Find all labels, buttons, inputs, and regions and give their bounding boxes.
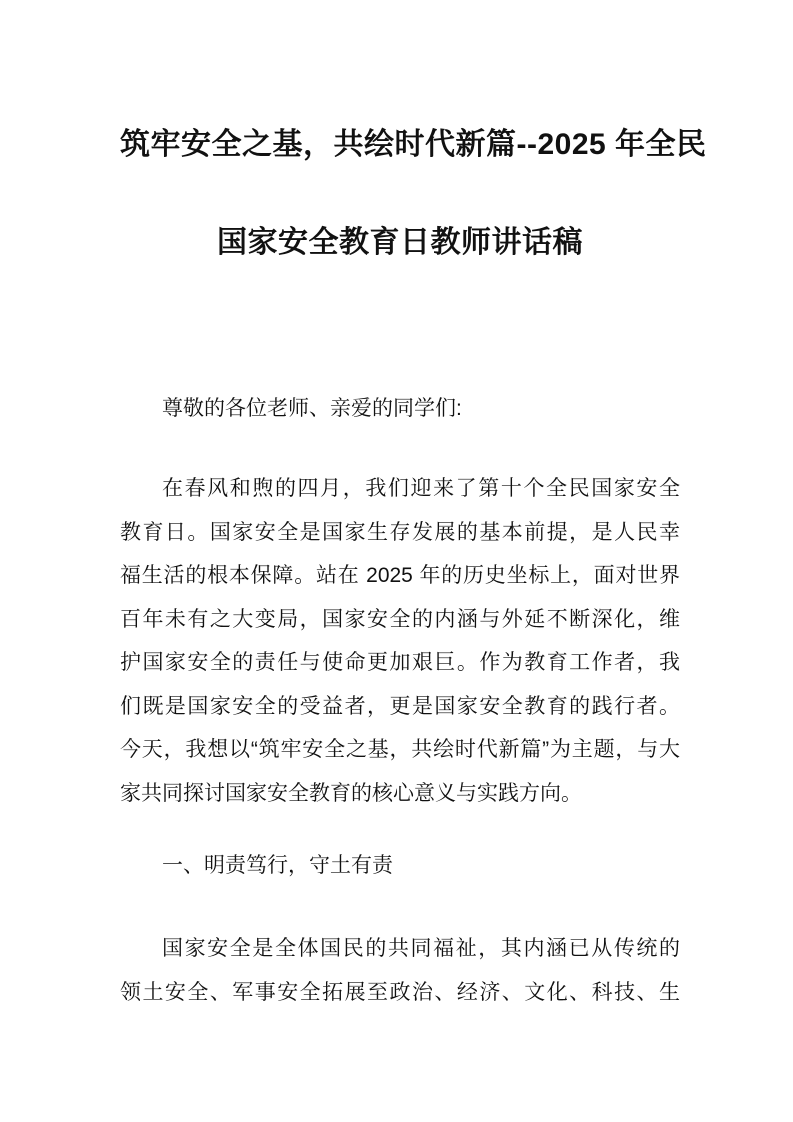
- document-title: [120, 96, 707, 292]
- body-paragraph: [120, 927, 680, 1014]
- paragraph-line: 护国家安全的责任与使命更加艰巨。作为教育工作者，我: [120, 651, 680, 674]
- title-line-1: 筑牢安全之基，共绘时代新篇--2025 年全民: [120, 128, 707, 161]
- paragraph-line: 百年未有之大变局，国家安全的内涵与外延不断深化，维: [120, 607, 680, 631]
- paragraph-line: 国家安全是全体国民的共同福祉，其内涵已从传统的: [162, 937, 680, 960]
- paragraph-line: 家共同探讨国家安全教育的核心意义与实践方向。: [120, 781, 582, 805]
- paragraph-line: 教育日。国家安全是国家生存发展的基本前提，是人民幸: [120, 520, 680, 544]
- paragraph-line: 在春风和煦的四月，我们迎来了第十个全民国家安全: [162, 477, 680, 500]
- greeting: [120, 387, 680, 431]
- paragraph-line: 们既是国家安全的受益者，更是国家安全教育的践行者。: [120, 694, 680, 718]
- section-heading-line: 一、明责笃行，守土有责: [162, 854, 393, 877]
- title-line-2: 国家安全教育日教师讲话稿: [217, 226, 583, 259]
- intro-paragraph: [120, 467, 680, 815]
- paragraph-line: 今天，我想以“筑牢安全之基，共绘时代新篇”为主题，与大: [120, 738, 680, 761]
- paragraph-line: 福生活的根本保障。站在 2025 年的历史坐标上，面对世界: [120, 564, 680, 587]
- paragraph-line: 领土安全、军事安全拓展至政治、经济、文化、科技、生: [120, 980, 680, 1004]
- greeting-line: 尊敬的各位老师、亲爱的同学们:: [162, 397, 462, 420]
- section-heading: [120, 844, 680, 888]
